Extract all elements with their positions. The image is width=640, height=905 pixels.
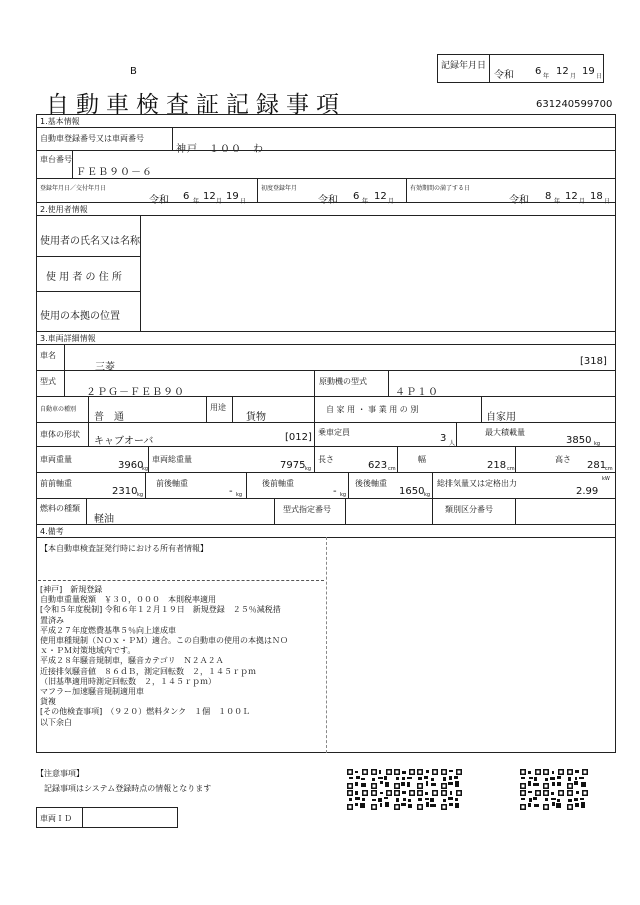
length-value: 623: [368, 460, 388, 471]
qr-code-2: [371, 769, 392, 789]
maxload-label: 最大積載量: [485, 428, 525, 437]
qr-code-12: [417, 790, 438, 810]
ff-axle-value: 2310: [112, 486, 138, 497]
height-value: 281: [587, 460, 607, 471]
chassis-value: ＦＥＢ９０－６: [76, 167, 153, 178]
record-date-label: 記録年月日: [441, 61, 487, 71]
reg-value: 神戸 １００ わ: [176, 144, 264, 155]
notes-text: 記録事項はシステム登録時点の情報となります: [44, 784, 212, 793]
private-label: 自 家 用 ・ 事 業 用 の 別: [326, 405, 419, 414]
remarks-line: 平成２８年騒音規制車，騒音カテゴリ Ｎ２Ａ２Ａ: [40, 656, 224, 666]
rr-axle-value: 1650: [399, 486, 425, 497]
shape-code: [012]: [285, 432, 312, 443]
remarks-line: 近接排気騒音値 ８６ｄＢ，測定回転数 ２，１４５ｒｐｍ: [40, 666, 256, 676]
expiry-label: 有効期間の満了する日: [410, 185, 471, 192]
use-value: 貨物: [246, 412, 266, 423]
fr-axle-label: 前後軸重: [156, 479, 188, 488]
user-address-label: 使 用 者 の 住 所: [46, 272, 122, 283]
doc-number: 631240599700: [536, 99, 613, 110]
remarks-line: （旧基準適用時測定回転数 ２，１４５ｒｐｍ）: [40, 676, 216, 686]
maxload-value: 3850: [566, 435, 592, 446]
record-date-month: 12: [556, 66, 569, 77]
remarks-line: 以下余白: [40, 717, 72, 727]
kind-value: 普 通: [94, 412, 124, 423]
vehicle-id-label: 車両ＩＤ: [40, 814, 72, 823]
shape-label: 車体の形状: [40, 430, 80, 439]
engine-label: 原動機の型式: [319, 377, 367, 386]
car-name-value: 三菱: [95, 362, 115, 373]
length-label: 長さ: [318, 455, 334, 464]
qr-code-4: [417, 769, 438, 789]
qr-code-11: [394, 790, 415, 810]
weight-value: 3960: [118, 460, 144, 471]
fuel-value: 軽油: [94, 514, 114, 525]
remarks-line: [その他検査事項] （９２０）燃料タンク １個 １００Ｌ: [40, 707, 251, 717]
height-label: 高さ: [555, 455, 571, 464]
width-value: 218: [487, 460, 507, 471]
disp-label: 総排気量又は定格出力: [437, 479, 517, 488]
record-date-day: 19: [582, 66, 595, 77]
qr-code-6: [520, 769, 541, 789]
section-basic-title: 1.基本情報: [40, 117, 80, 126]
fuel-label: 燃料の種類: [40, 504, 80, 513]
user-name-label: 使用者の氏名又は名称: [40, 236, 140, 247]
page-title: 自動車検査証記録事項: [46, 92, 346, 118]
rr-axle-label: 後後軸重: [355, 479, 387, 488]
remarks-line: [令和５年度税制] 令和６年１２月１９日 新規登録 ２５％減税措: [40, 605, 281, 615]
qr-code-15: [543, 790, 564, 810]
qr-code-14: [520, 790, 541, 810]
user-base-label: 使用の本拠の位置: [40, 311, 120, 322]
remarks-line: 自動車重量税額 ￥３０，０００ 本則税率適用: [40, 595, 216, 605]
remarks-line: 置済み: [40, 615, 64, 625]
kind-label: 自動車の種別: [40, 406, 77, 413]
qr-code-10: [371, 790, 392, 810]
qr-code-8: [567, 769, 588, 789]
use-label: 用途: [210, 403, 226, 412]
reg-label: 自動車登録番号又は車両番号: [40, 134, 144, 143]
section-remarks-title: 4.備考: [40, 527, 64, 536]
notes-heading: 【注意事項】: [36, 769, 84, 778]
rf-axle-value: -: [333, 486, 337, 497]
capacity-label: 乗車定員: [318, 428, 350, 437]
car-name-label: 車名: [40, 351, 56, 360]
qr-code-9: [347, 790, 368, 810]
type-label: 型式: [40, 377, 56, 386]
category-label: 類別区分番号: [445, 505, 493, 514]
remarks-line: ｘ・ＰＭ対策地域内です。: [40, 646, 136, 656]
qr-code-13: [441, 790, 462, 810]
owner-heading: 【本自動車検査証発行時における所有者情報】: [40, 544, 208, 553]
remarks-line: [神戸] 新規登録: [40, 585, 103, 594]
qr-code-16: [567, 790, 588, 810]
section-vehicle-title: 3.車両詳細情報: [40, 334, 96, 343]
qr-code-7: [543, 769, 564, 789]
fr-axle-value: -: [229, 486, 233, 497]
type-value: ２ＰＧ－ＦＥＢ９０: [86, 387, 185, 398]
qr-code-3: [394, 769, 415, 789]
section-user-title: 2.使用者情報: [40, 205, 88, 214]
ff-axle-label: 前前軸重: [40, 479, 72, 488]
b-mark: B: [130, 66, 137, 77]
car-name-code: [318]: [580, 356, 607, 367]
rf-axle-label: 後前軸重: [262, 479, 294, 488]
issue-label: 登録年月日／交付年月日: [40, 185, 107, 192]
remarks-line: 貨複: [40, 697, 56, 707]
chassis-label: 車台番号: [40, 155, 72, 164]
remarks-line: 使用車種規制（ＮＯｘ・ＰＭ）適合。この自動車の使用の本拠はＮＯ: [40, 636, 288, 646]
record-date-era: 令和: [494, 70, 514, 81]
remarks-line: 平成２７年度燃費基準５％向上達成車: [40, 625, 176, 635]
engine-value: ４Ｐ１０: [395, 387, 439, 398]
weight-label: 車両重量: [40, 455, 72, 464]
first-reg-label: 初度登録年月: [261, 185, 298, 192]
remarks-line: マフラー加速騒音規制適用車: [40, 687, 144, 697]
qr-code-5: [441, 769, 462, 789]
private-value: 自家用: [486, 412, 516, 423]
capacity-value: 3: [440, 433, 447, 444]
remarks-body: [40, 585, 288, 728]
record-date-year: 6: [535, 66, 542, 77]
qr-code-1: [347, 769, 368, 789]
shape-value: キャブオーバ: [94, 436, 154, 447]
width-label: 幅: [418, 455, 426, 464]
disp-value: 2.99: [576, 486, 599, 497]
gross-label: 車両総重量: [152, 455, 192, 464]
designation-label: 型式指定番号: [283, 505, 331, 514]
gross-value: 7975: [280, 460, 306, 471]
